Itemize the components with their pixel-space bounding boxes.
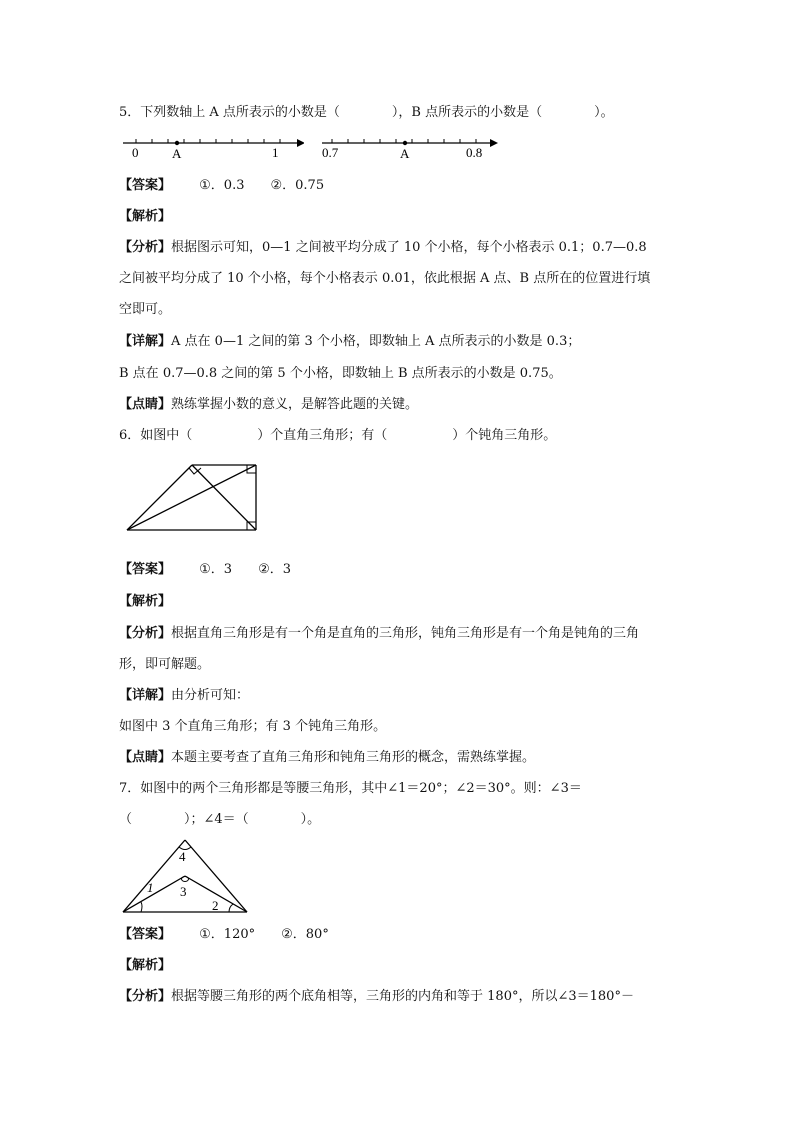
fenxi-text: 根据直角三角形是有一个角是直角的三角形，钝角三角形是有一个角是钝角的三角	[171, 626, 640, 641]
q5-xiangjie-line-2: B 点在 0.7—0.8 之间的第 5 个小格，即数轴上 B 点所表示的小数是 0.75。	[119, 366, 562, 381]
answer-text: ①．0.3 ②．0.75	[199, 178, 325, 193]
q6-figure	[119, 460, 264, 539]
q5-number-line-1	[119, 134, 304, 166]
q5-answer	[119, 177, 324, 195]
q7-jiexi: 【解析】	[119, 958, 172, 973]
dianjing-text: 熟练掌握小数的意义，是解答此题的关键。	[171, 397, 419, 412]
q6-fenxi-line-2: 形，即可解题。	[119, 657, 211, 672]
answer-text: ①．3 ②．3	[199, 562, 292, 577]
q6-xiangjie-line-2: 如图中 3 个直角三角形；有 3 个钝角三角形。	[119, 719, 387, 734]
xiangjie-text: 由分析可知：	[171, 688, 250, 703]
q7-stem-line-1: 7．如图中的两个三角形都是等腰三角形，其中∠1＝20°；∠2＝30°。则：∠3＝	[119, 781, 582, 796]
answer-text: ①．120° ②．80°	[199, 927, 329, 942]
q7-fenxi-line-1	[119, 988, 634, 1006]
q6-fenxi-line-1	[119, 625, 639, 643]
q5-fenxi-line-1	[119, 239, 647, 257]
q6-dianjing	[119, 749, 535, 767]
xiangjie-tag: 【详解】	[119, 688, 172, 703]
axis2-label-a: A	[400, 146, 410, 161]
q7-answer	[119, 926, 329, 944]
q7-stem-line-2: （ ）；∠4＝（ ）。	[119, 812, 321, 827]
fenxi-text: 根据等腰三角形的两个底角相等，三角形的内角和等于 180°，所以∠3＝180°－	[171, 989, 634, 1004]
q5-stem: 5．下列数轴上 A 点所表示的小数是（ ），B 点所表示的小数是（ ）。	[119, 105, 614, 120]
axis2-label-07: 0.7	[322, 145, 339, 160]
q5-dianjing	[119, 396, 418, 414]
q6-stem: 6．如图中（ ）个直角三角形；有（ ）个钝角三角形。	[119, 428, 557, 443]
q7-figure	[119, 836, 254, 920]
answer-tag: 【答案】	[119, 178, 172, 193]
angle-4-label: 4	[179, 849, 186, 864]
xiangjie-tag: 【详解】	[119, 334, 172, 349]
answer-tag: 【答案】	[119, 562, 172, 577]
q6-answer	[119, 561, 291, 579]
axis1-label-1: 1	[272, 145, 279, 160]
dianjing-tag: 【点睛】	[119, 750, 172, 765]
fenxi-text: 根据图示可知，0—1 之间被平均分成了 10 个小格，每个小格表示 0.1；0.7—0.8	[171, 240, 647, 255]
dianjing-tag: 【点睛】	[119, 397, 172, 412]
axis2-label-08: 0.8	[466, 145, 483, 160]
q5-fenxi-line-3: 空即可。	[119, 302, 172, 317]
fenxi-tag: 【分析】	[119, 240, 172, 255]
q6-xiangjie-line-1	[119, 687, 249, 705]
answer-tag: 【答案】	[119, 927, 172, 942]
fenxi-tag: 【分析】	[119, 626, 172, 641]
axis1-label-0: 0	[132, 145, 139, 160]
angle-2-label: 2	[212, 898, 219, 913]
q5-number-line-2	[318, 134, 503, 166]
q5-jiexi: 【解析】	[119, 209, 172, 224]
xiangjie-text: A 点在 0—1 之间的第 3 个小格，即数轴上 A 点所表示的小数是 0.3；	[171, 334, 581, 349]
dianjing-text: 本题主要考查了直角三角形和钝角三角形的概念，需熟练掌握。	[171, 750, 536, 765]
q5-xiangjie-line-1	[119, 333, 580, 351]
q6-jiexi: 【解析】	[119, 594, 172, 609]
axis1-label-a: A	[172, 146, 182, 161]
fenxi-tag: 【分析】	[119, 989, 172, 1004]
angle-1-label: 1	[147, 880, 154, 895]
q5-fenxi-line-2: 之间被平均分成了 10 个小格，每个小格表示 0.01，依此根据 A 点、B 点所在的位置进行填	[119, 271, 651, 286]
angle-3-label: 3	[180, 884, 187, 899]
